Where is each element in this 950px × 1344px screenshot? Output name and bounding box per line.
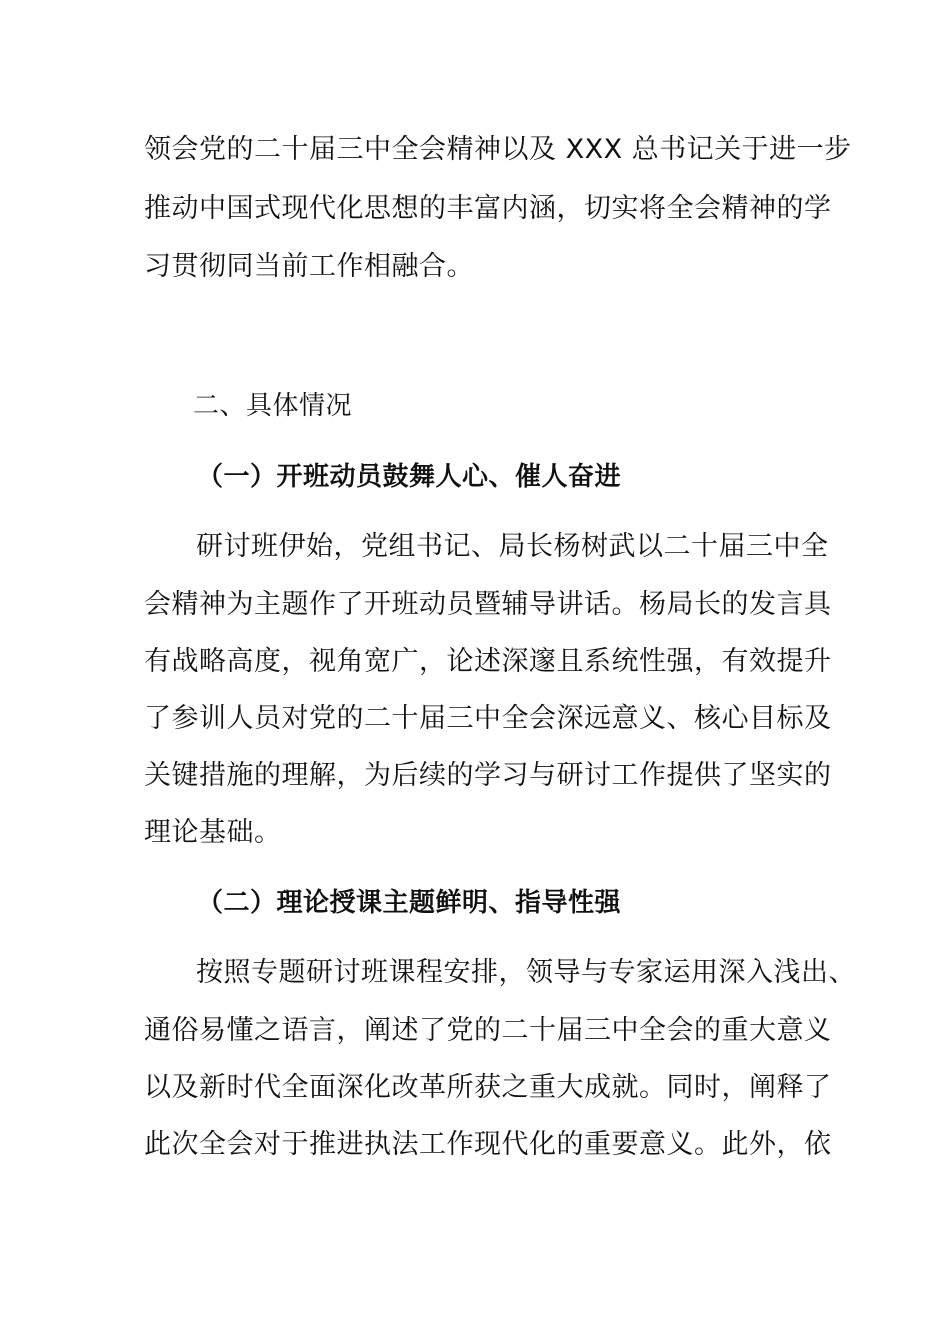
subsection-2-line-2: 通俗易懂之语言，阐述了党的二十届三中全会的重大意义: [144, 1015, 832, 1046]
section-heading: 二、具体情况: [193, 391, 353, 421]
subsection-1-line-3: 有战略高度，视角宽广，论述深邃且系统性强，有效提升: [144, 646, 832, 677]
subsection-1-line-1: 研讨班伊始，党组书记、局长杨树武以二十届三中全: [196, 531, 829, 562]
subsection-1-line-2: 会精神为主题作了开班动员暨辅导讲话。杨局长的发言具: [144, 589, 832, 620]
intro-paragraph-line-3: 习贯彻同当前工作相融合。: [144, 251, 474, 282]
subsection-1-title: （一）开班动员鼓舞人心、催人奋进: [197, 462, 622, 492]
subsection-1-line-5: 关键措施的理解，为后续的学习与研讨工作提供了坚实的: [144, 760, 832, 791]
subsection-2-line-3: 以及新时代全面深化改革所获之重大成就。同时，阐释了: [144, 1072, 832, 1103]
intro-paragraph-line-2: 推动中国式现代化思想的丰富内涵，切实将全会精神的学: [144, 193, 832, 224]
intro-paragraph-line-1: 领会党的二十届三中全会精神以及 XXX 总书记关于进一步: [144, 134, 852, 165]
subsection-1-line-6: 理论基础。: [144, 817, 282, 848]
subsection-1-line-4: 了参训人员对党的二十届三中全会深远意义、核心目标及: [144, 703, 832, 734]
subsection-2-title: （二）理论授课主题鲜明、指导性强: [197, 888, 622, 918]
subsection-2-line-1: 按照专题研讨班课程安排，领导与专家运用深入浅出、: [196, 957, 856, 988]
subsection-2-line-4: 此次全会对于推进执法工作现代化的重要意义。此外，依: [144, 1129, 832, 1160]
